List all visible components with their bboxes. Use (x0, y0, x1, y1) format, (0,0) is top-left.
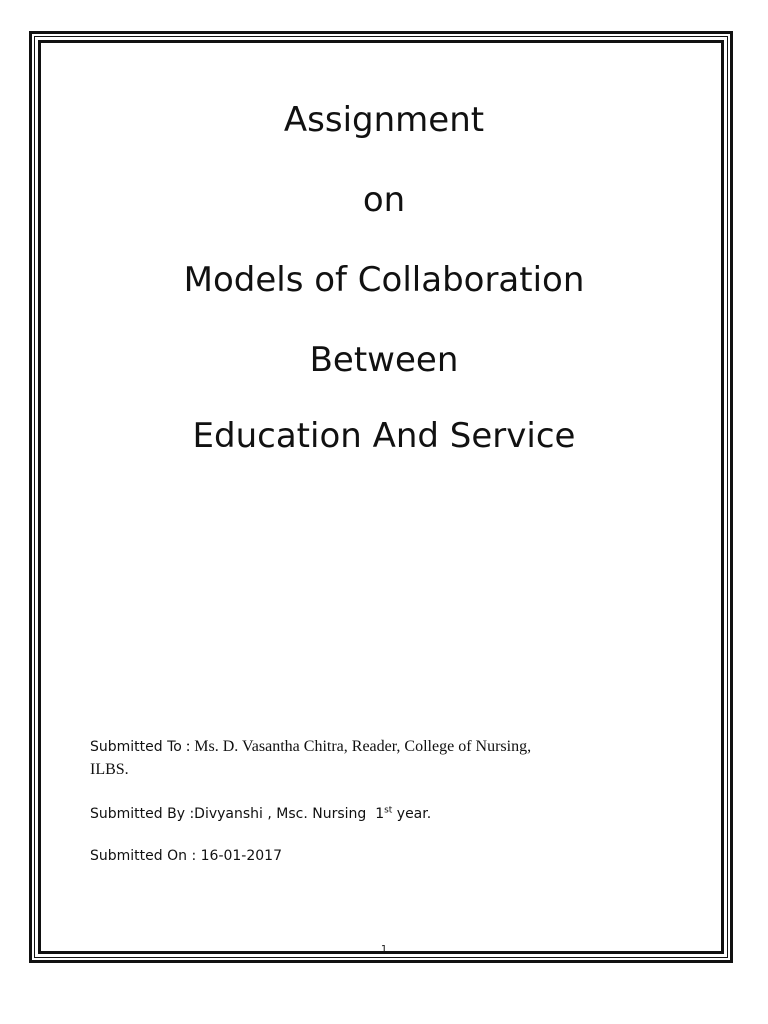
submitted-on-row (90, 845, 282, 867)
submitted-to-value: Ms. D. Vasantha Chitra, Reader, College of Nursing, (194, 738, 532, 755)
submitted-by-value-suffix: year. (392, 806, 432, 822)
submitted-on-separator: : (187, 848, 201, 864)
submitted-to-row-continued (90, 759, 129, 781)
submitted-to-separator: : (181, 738, 195, 755)
submitted-by-separator: : (185, 806, 195, 822)
submitted-by-ordinal-suffix: st (384, 805, 393, 816)
submitted-on-value: 16-01-2017 (200, 848, 282, 864)
title-line-subject: Education And Service (192, 416, 576, 456)
submitted-by-value (194, 806, 431, 822)
page-number: 1 (380, 944, 388, 955)
submission-details (90, 736, 670, 876)
submitted-to-label: Submitted To (90, 739, 182, 755)
title-block (40, 100, 728, 480)
submitted-on-label: Submitted On (90, 848, 187, 864)
submitted-by-row (90, 803, 431, 825)
submitted-by-label: Submitted By (90, 806, 185, 822)
title-line-between: Between (309, 340, 459, 380)
title-line-on: on (362, 180, 406, 220)
submitted-to-row (90, 736, 531, 758)
submitted-by-value-prefix: Divyanshi , Msc. Nursing 1 (194, 806, 385, 822)
title-line-assignment: Assignment (283, 100, 485, 140)
submitted-to-value-continued: ILBS. (90, 761, 129, 778)
title-line-topic: Models of Collaboration (183, 260, 585, 300)
